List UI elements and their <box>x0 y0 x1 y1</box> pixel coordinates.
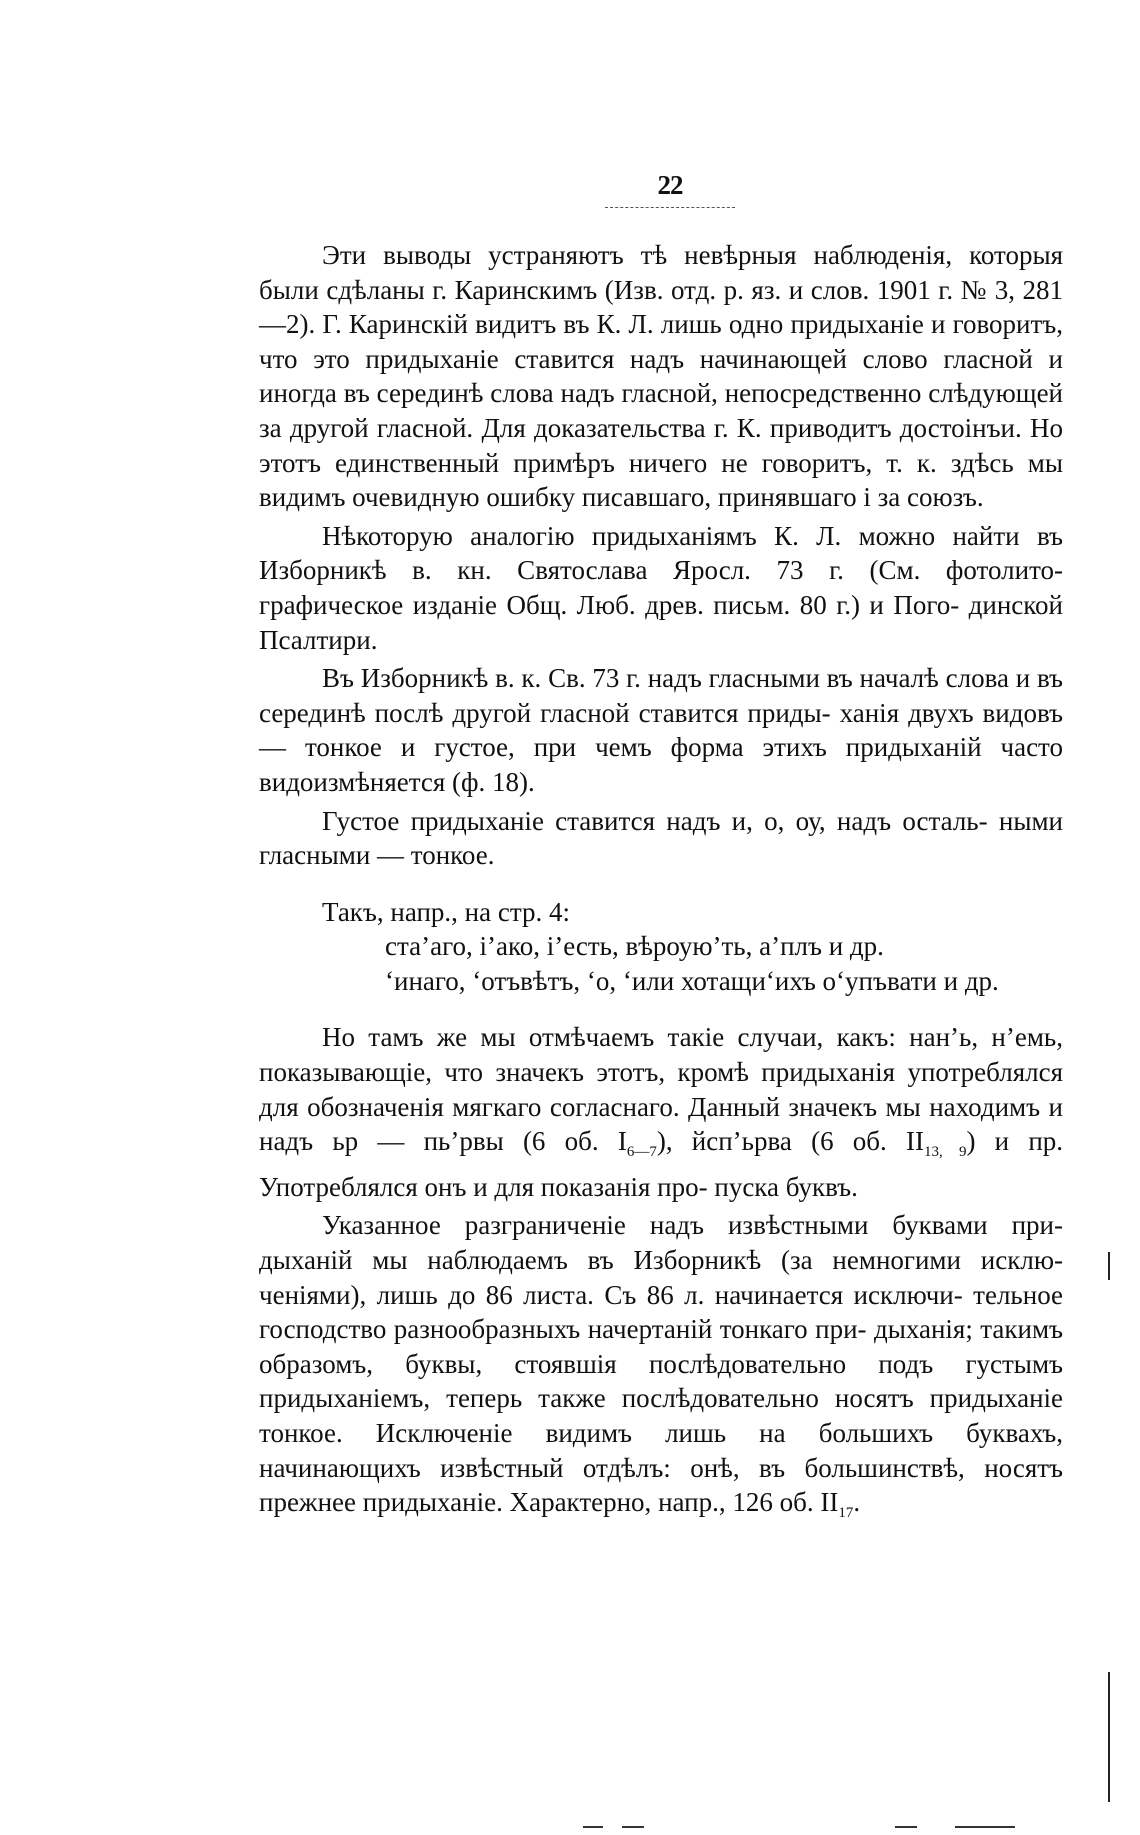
page-number: 22 <box>657 170 683 200</box>
body-text <box>259 238 1063 1531</box>
text-line: начинающей слово гласной и иногда въ серединѣ слова надъ <box>259 343 1063 409</box>
text-line: носятъ придыханіе тонкое. Исключеніе видимъ лишь на <box>259 1383 1064 1448</box>
text-line: № 3, 281—2). Г. Каринскій видитъ въ К. Л. лишь одно <box>259 274 1064 340</box>
text-line: (6 об. II <box>811 1126 924 1157</box>
text-line: мы видимъ очевидную ошибку писавшаго, принявшаго і за <box>259 447 1064 513</box>
margin-mark <box>1108 1672 1110 1802</box>
text-line: въ Изборникѣ в. кн. Святослава Яросл. 73 г. (См. фотолито- <box>259 520 1063 586</box>
text-line: графическое изданіе Общ. Люб. древ. письм. 80 г.) и Пого- <box>259 589 960 620</box>
example-line-1: ста’аго, і’ако, і’есть, вѣроую’ть, а’плъ и др. <box>385 931 884 962</box>
text-line: единственный примѣръ ничего не говоритъ, т. к. здѣсь <box>335 447 1014 478</box>
text-line: динской Псалтири. <box>259 589 1063 655</box>
text-line: дыханія; такимъ образомъ, буквы, стоявшія послѣдовательно <box>259 1314 1063 1379</box>
text-fragment: ) и пр. Употреблялся онъ и для показанія про- <box>259 1126 1064 1202</box>
text-line: Нѣкоторую аналогію придыханіямъ К. Л. можно найти <box>322 520 1020 551</box>
text-line: гласной, непосредственно слѣдующей за другой гласной. <box>259 378 1064 443</box>
text-line: пуска буквъ. <box>714 1171 858 1202</box>
text-line: Для доказательства г. К. приводитъ достоінъи. Но этотъ <box>259 412 1064 478</box>
text-line: употреблялся для обозначенія мягкаго согласнаго. Данный <box>259 1057 1063 1122</box>
text-line: напр., 126 об. II <box>658 1487 839 1518</box>
example-line-2: ‘инаго, ‘отъвѣтъ, ‘о, ‘или хотащи‘ихъ о‘упъвати и др. <box>385 965 999 996</box>
text-line: подъ густымъ придыханіемъ, теперь также послѣдовательно <box>259 1348 1063 1414</box>
text-line: въ большинствѣ, носятъ прежнее придыханіе. Характерно, <box>259 1452 1063 1518</box>
bottom-dash <box>895 1826 917 1828</box>
text-line: ханія двухъ видовъ — тонкое и густое, при чемъ форма <box>259 697 1063 763</box>
text-line: Указанное разграниченіе надъ извѣстными буквами при- <box>322 1210 1063 1241</box>
text-line: Эти выводы устраняютъ тѣ невѣрныя наблюденія, которыя <box>322 240 1063 270</box>
paragraph-5 <box>259 1020 1063 1204</box>
text-line: значекъ мы находимъ и надъ ьр — пь’рвы (6 об. I <box>259 1091 1064 1157</box>
example-lead: Такъ, напр., на стр. 4: <box>322 896 570 927</box>
page-number-rule <box>605 207 735 208</box>
paragraph-4 <box>259 804 1063 873</box>
text-line: Но тамъ же мы отмѣчаемъ такіе случаи, какъ: нан’ь, <box>322 1022 979 1053</box>
paragraph-2 <box>259 519 1063 657</box>
text-fragment: ), йсп’ьрва <box>656 1126 792 1157</box>
subscript-6-7: 6—7 <box>626 1144 657 1161</box>
text-line: Въ Изборникѣ в. к. Св. 73 г. надъ гласными въ началѣ <box>322 663 939 694</box>
text-line: слова и въ серединѣ послѣ другой гласной ставится приды- <box>259 663 1064 728</box>
text-line: придыханіе и говоритъ, что это придыханіе ставится надъ <box>259 309 1063 374</box>
text-line: н’емь, показывающіе, что значекъ этотъ, кромѣ придыханія <box>259 1022 1063 1088</box>
text-line: союзъ. <box>907 482 984 513</box>
text-line: тельное господство разнообразныхъ начертаній тонкаго при- <box>259 1279 1064 1345</box>
text-line: дыханій мы наблюдаемъ въ Изборникѣ (за немногими исклю- <box>259 1245 1063 1276</box>
text-line: этихъ придыханій часто видоизмѣняется (ф. 18). <box>259 732 1063 797</box>
bottom-dash <box>955 1826 1015 1828</box>
text-line: были сдѣланы г. Каринскимъ (Изв. отд. р. яз. и слов. 1901 г. <box>259 274 954 305</box>
paragraph-1 <box>259 238 1063 515</box>
text-fragment: . <box>853 1487 861 1518</box>
subscript-17: 17 <box>838 1505 854 1522</box>
margin-mark <box>1108 1252 1110 1280</box>
subscript-13-9: 13, 9 <box>923 1144 967 1161</box>
text-line: Густое придыханіе ставится надъ и, о, оу, надъ осталь- <box>322 805 988 836</box>
paragraph-3 <box>259 661 1063 799</box>
text-line: большихъ буквахъ, начинающихъ извѣстный отдѣлъ: онѣ, <box>259 1418 1064 1483</box>
bottom-dash <box>622 1826 644 1828</box>
text-line: ными гласными — тонкое. <box>259 805 1063 871</box>
paragraph-6 <box>259 1208 1063 1530</box>
text-line: ченіями), лишь до 86 листа. Съ 86 л. начинается исключи- <box>259 1279 963 1310</box>
bottom-dash <box>583 1826 603 1828</box>
